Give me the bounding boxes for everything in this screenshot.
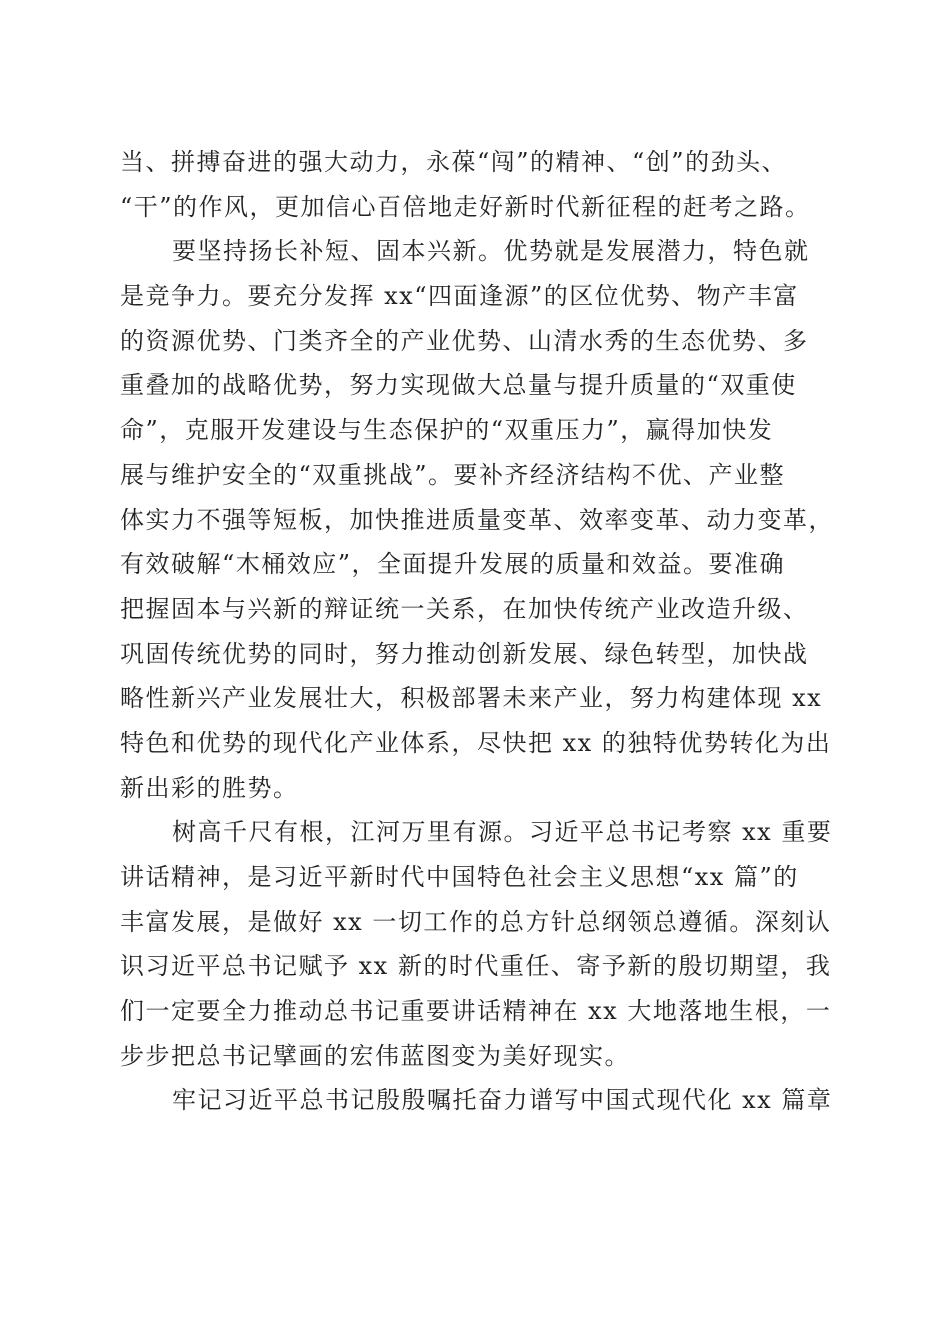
text-line: 体实力不强等短板，加快推进质量变革、效率变革、动力变革， xyxy=(120,505,834,534)
text-line: 步步把总书记擘画的宏伟蓝图变为美好现实。 xyxy=(120,1041,630,1070)
paragraph-start-line: 要坚持扬长补短、固本兴新。优势就是发展潜力，特色就 xyxy=(172,237,810,266)
text-line: 新出彩的胜势。 xyxy=(120,773,299,802)
text-line: 特色和优势的现代化产业体系，尽快把 xx 的独特优势转化为出 xyxy=(120,728,832,757)
text-line: 是竞争力。要充分发挥 xx“四面逢源”的区位优势、物产丰富 xyxy=(120,282,799,311)
text-line: 识习近平总书记赋予 xx 新的时代重任、寄予新的殷切期望，我 xyxy=(120,952,832,981)
text-line: 命”，克服开发建设与生态保护的“双重压力”，赢得加快发 xyxy=(120,416,774,445)
text-line: 有效破解“木桶效应”，全面提升发展的质量和效益。要准确 xyxy=(120,550,786,579)
document-body xyxy=(120,140,840,1123)
text-line: 略性新兴产业发展壮大，积极部署未来产业，努力构建体现 xx xyxy=(120,684,823,713)
text-line: 们一定要全力推动总书记重要讲话精神在 xx 大地落地生根，一 xyxy=(120,997,832,1026)
text-line: 把握固本与兴新的辩证统一关系，在加快传统产业改造升级、 xyxy=(120,594,809,623)
text-line: “干”的作风，更加信心百倍地走好新时代新征程的赶考之路。 xyxy=(120,192,811,221)
text-line: 当、拼搏奋进的强大动力，永葆“闯”的精神、“创”的劲头、 xyxy=(120,148,788,176)
text-line: 丰富发展，是做好 xx 一切工作的总方针总纲领总遵循。深刻认 xyxy=(120,907,832,936)
paragraph-start-line: 牢记习近平总书记殷殷嘱托奋力谱写中国式现代化 xx 篇章 xyxy=(172,1086,833,1115)
text-line: 展与维护安全的“双重挑战”。要补齐经济结构不优、产业整 xyxy=(120,460,786,489)
text-line: 的资源优势、门类齐全的产业优势、山清水秀的生态优势、多 xyxy=(120,326,809,355)
paragraph-start-line: 树高千尺有根，江河万里有源。习近平总书记考察 xx 重要 xyxy=(172,818,833,847)
text-line: 巩固传统优势的同时，努力推动创新发展、绿色转型，加快战 xyxy=(120,639,809,668)
text-line: 重叠加的战略优势，努力实现做大总量与提升质量的“双重使 xyxy=(120,371,797,400)
text-line: 讲话精神，是习近平新时代中国特色社会主义思想“xx 篇”的 xyxy=(120,863,799,891)
